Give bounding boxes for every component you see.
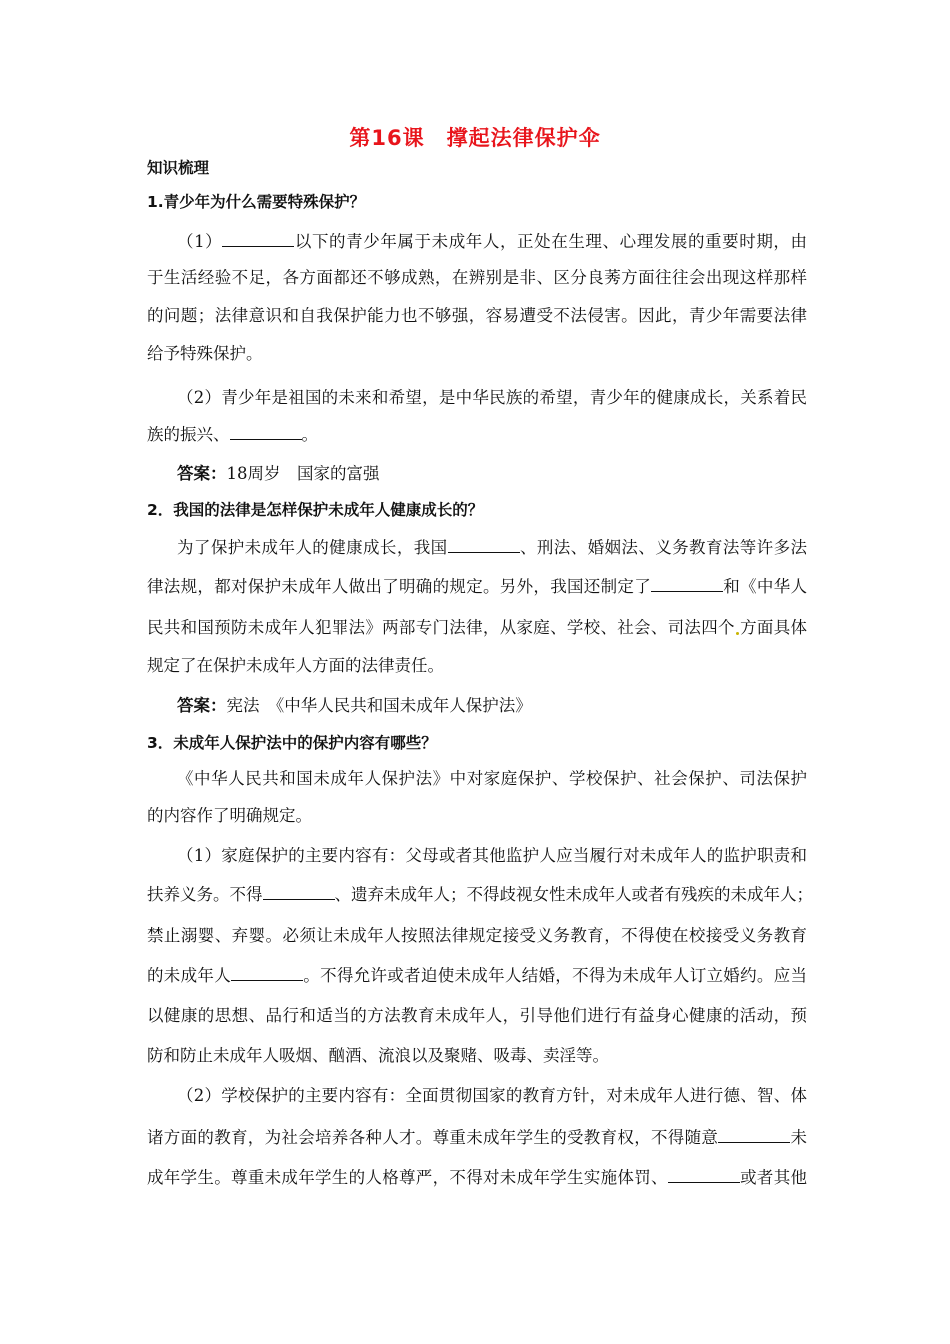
q3-paragraph-line <box>147 881 813 905</box>
fill-blank <box>448 538 520 553</box>
q2-paragraph-line <box>177 534 807 558</box>
text-fragment: 族的振兴、 <box>147 425 230 444</box>
text-fragment: 。不得允许或者迫使未成年人结婚，不得为未成年人订立婚约。应当 <box>303 966 808 985</box>
answer-text: 18周岁 国家的富强 <box>226 464 380 483</box>
q2-answer <box>177 692 807 716</box>
text-fragment: 方面具体 <box>739 618 808 637</box>
fill-blank <box>231 966 303 981</box>
q3-paragraph-line <box>147 962 807 986</box>
text-fragment: 诸方面的教育，为社会培养各种人才。尊重未成年学生的受教育权，不得随意 <box>147 1128 719 1147</box>
text-fragment: 和《中华人 <box>723 577 808 596</box>
text-fragment: 。 <box>301 425 318 444</box>
q3-paragraph-line <box>147 1124 807 1148</box>
fill-blank <box>230 425 302 440</box>
q3-paragraph-line: 以健康的思想、品行和适当的方法教育未成年人，引导他们进行有益身心健康的活动，预 <box>147 1006 807 1025</box>
q3-paragraph-line: （2）学校保护的主要内容有：全面贯彻国家的教育方针，对未成年人进行德、智、体 <box>177 1086 807 1105</box>
text-fragment: 、遗弃未成年人；不得歧视女性未成年人或者有残疾的未成年人； <box>334 885 813 904</box>
text-fragment: 民共和国预防未成年人犯罪法》两部专门法律，从家庭、学校、社会、司法四个 <box>147 618 735 637</box>
q3-paragraph-line: （1）家庭保护的主要内容有：父母或者其他监护人应当履行对未成年人的监护职责和 <box>177 846 807 865</box>
answer-text: 宪法 《中华人民共和国未成年人保护法》 <box>226 696 532 715</box>
q1-answer <box>177 460 807 484</box>
text-fragment: 、刑法、婚姻法、义务教育法等许多法 <box>519 538 808 557</box>
q3-paragraph-line: 《中华人民共和国未成年人保护法》中对家庭保护、学校保护、社会保护、司法保护 <box>177 769 807 788</box>
section-heading: 知识梳理 <box>147 159 210 177</box>
text-fragment: 扶养义务。不得 <box>147 885 263 904</box>
q3-paragraph-line <box>147 1164 807 1188</box>
text-fragment: （1） <box>177 232 223 251</box>
q2-paragraph-line <box>147 614 807 638</box>
text-fragment: 的未成年人 <box>147 966 231 985</box>
q1-paragraph-line <box>177 228 807 252</box>
text-fragment: 以下的青少年属于未成年人，正处在生理、心理发展的重要时期，由 <box>294 232 808 251</box>
question-1-heading: 1.青少年为什么需要特殊保护？ <box>147 193 366 211</box>
question-2-heading: 2．我国的法律是怎样保护未成年人健康成长的？ <box>147 501 484 519</box>
text-fragment: 或者其他 <box>739 1168 808 1187</box>
q1-paragraph-line: 于生活经验不足，各方面都还不够成熟，在辨别是非、区分良莠方面往往会出现这样那样 <box>147 268 807 287</box>
question-3-heading: 3．未成年人保护法中的保护内容有哪些？ <box>147 734 437 752</box>
q1-paragraph-line <box>147 421 807 445</box>
stray-dot <box>736 632 739 635</box>
text-fragment: 未 <box>790 1128 808 1147</box>
q2-paragraph-line <box>147 573 807 597</box>
text-fragment: 为了保护未成年人的健康成长，我国 <box>177 538 448 557</box>
fill-blank <box>651 577 723 592</box>
q3-paragraph-line: 防和防止未成年人吸烟、酗酒、流浪以及聚赌、吸毒、卖淫等。 <box>147 1046 609 1065</box>
q3-paragraph-line: 禁止溺婴、弃婴。必须让未成年人按照法律规定接受义务教育，不得使在校接受义务教育 <box>147 926 807 945</box>
q1-paragraph-line: 的问题；法律意识和自我保护能力也不够强，容易遭受不法侵害。因此，青少年需要法律 <box>147 306 807 325</box>
text-fragment: 律法规，都对保护未成年人做出了明确的规定。另外，我国还制定了 <box>147 577 651 596</box>
q1-paragraph-line: （2）青少年是祖国的未来和希望，是中华民族的希望，青少年的健康成长，关系着民 <box>177 388 807 407</box>
q3-paragraph-line: 的内容作了明确规定。 <box>147 806 312 825</box>
q1-paragraph-line: 给予特殊保护。 <box>147 344 263 363</box>
q2-paragraph-line: 规定了在保护未成年人方面的法律责任。 <box>147 656 444 675</box>
fill-blank <box>668 1168 740 1183</box>
text-fragment: 成年学生。尊重未成年学生的人格尊严，不得对未成年学生实施体罚、 <box>147 1168 668 1187</box>
answer-label: 答案： <box>177 696 227 715</box>
fill-blank <box>263 885 335 900</box>
lesson-title: 第16课 撑起法律保护伞 <box>349 126 601 150</box>
fill-blank <box>718 1128 790 1143</box>
answer-label: 答案： <box>177 464 227 483</box>
fill-blank <box>222 232 294 247</box>
